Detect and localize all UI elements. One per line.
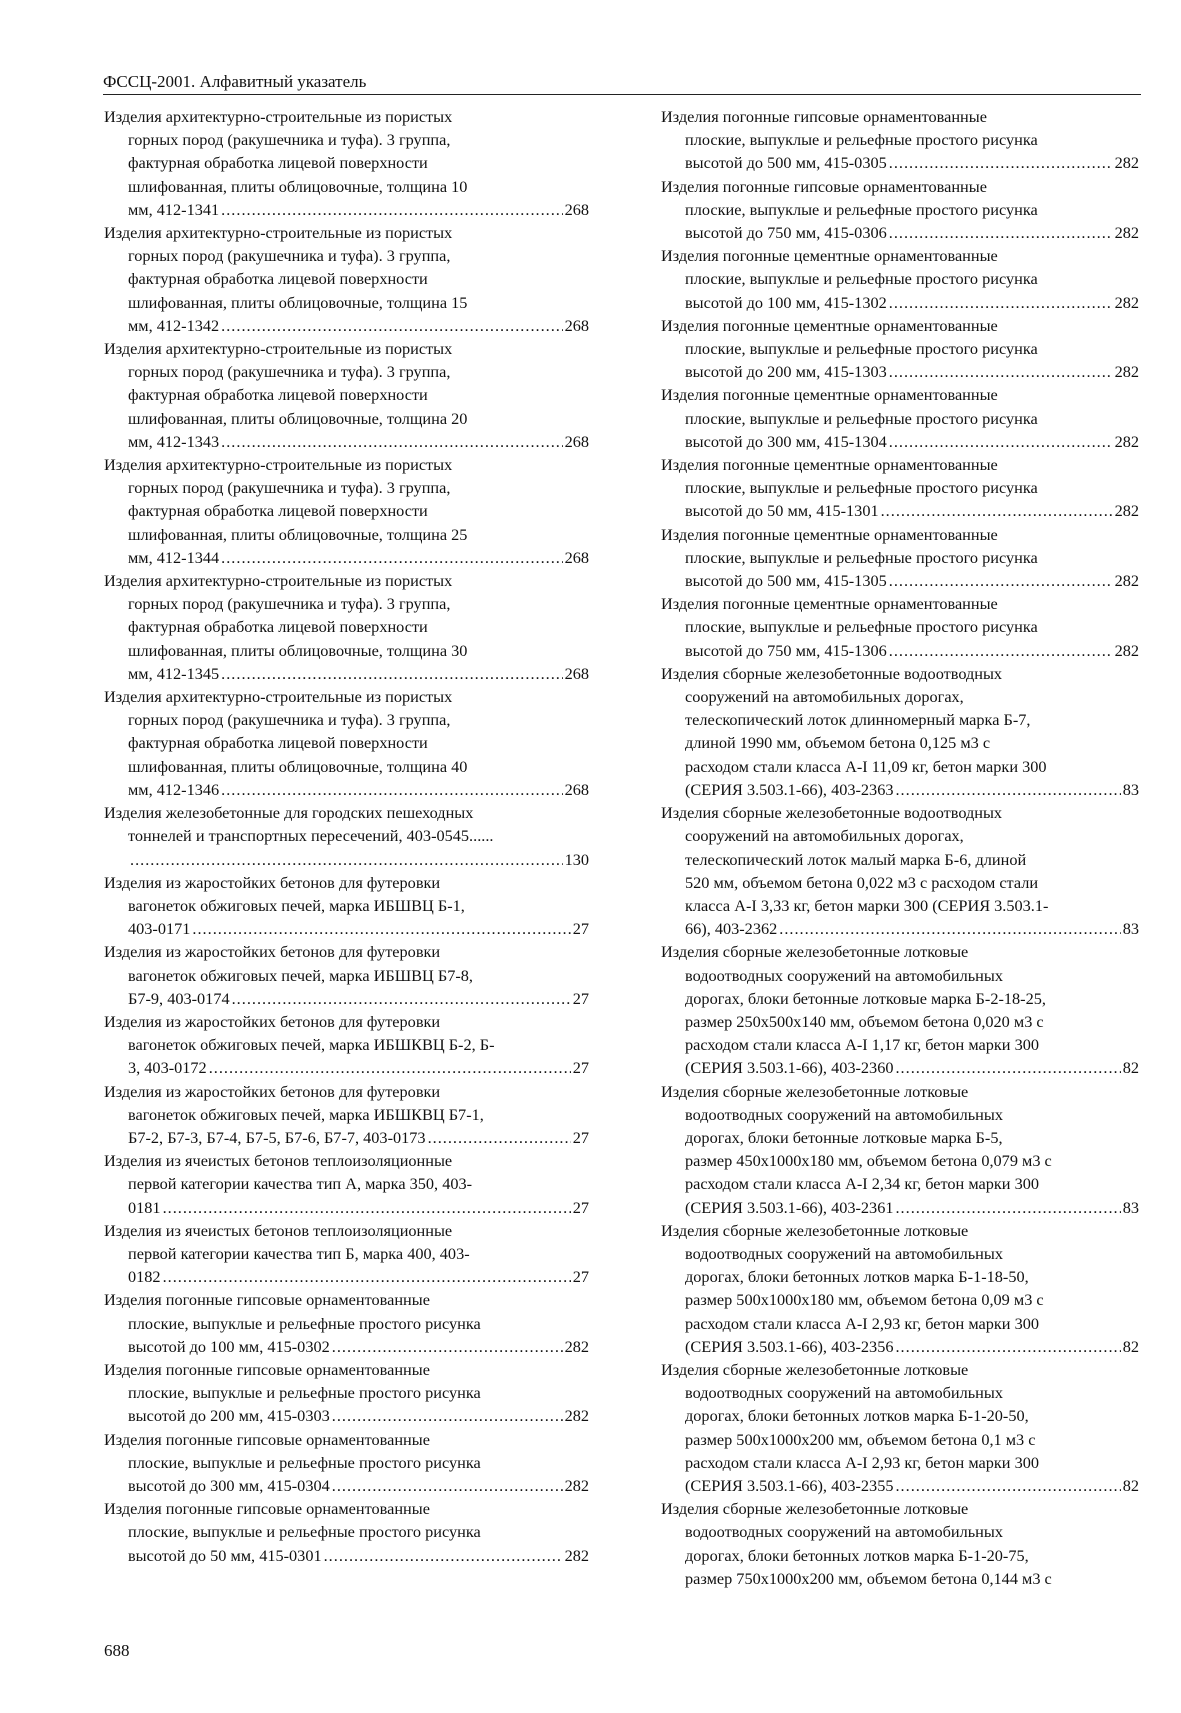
index-entry: [661, 801, 1139, 940]
entry-page-ref: 83: [1122, 919, 1139, 939]
dot-leader: [779, 917, 1120, 940]
entry-line: Изделия погонные цементные орнаментованные: [661, 385, 998, 405]
entry-code: высотой до 750 мм, 415-1306: [685, 640, 887, 660]
entry-page-ref: 282: [1114, 501, 1139, 521]
entry-line: плоские, выпуклые и рельефные простого рисунка: [685, 130, 1038, 150]
entry-line: Изделия архитектурно-строительные из пористых: [104, 223, 453, 243]
index-column-right: [661, 105, 1139, 1590]
index-entry: [661, 1358, 1139, 1497]
dot-leader: [221, 778, 562, 801]
entry-line: шлифованная, плиты облицовочные, толщина 30: [128, 640, 468, 660]
entry-line: размер 500x1000x180 мм, объемом бетона 0,09 м3 с: [685, 1290, 1044, 1310]
entry-line: Изделия погонные гипсовые орнаментованные: [104, 1290, 430, 1310]
entry-line: размер 450x1000x180 мм, объемом бетона 0,079 м3 с: [685, 1151, 1052, 1171]
entry-line: Изделия погонные цементные орнаментованные: [661, 455, 998, 475]
dot-leader: [130, 848, 563, 871]
entry-line: Изделия из ячеистых бетонов теплоизоляционные: [104, 1220, 453, 1240]
dot-leader: [889, 291, 1113, 314]
dot-leader: [163, 1196, 571, 1219]
entry-line: Изделия архитектурно-строительные из пористых: [104, 455, 453, 475]
entry-line: Изделия из жаростойких бетонов для футеровки: [104, 942, 441, 962]
entry-last-line: [661, 360, 1139, 383]
entry-code: высотой до 500 мм, 415-1305: [685, 571, 887, 591]
entry-code: высотой до 200 мм, 415-0303: [128, 1406, 330, 1426]
entry-last-line: [104, 1404, 589, 1427]
entry-line: плоские, выпуклые и рельефные простого рисунка: [685, 339, 1038, 359]
dot-leader: [895, 1335, 1120, 1358]
entry-line: Изделия архитектурно-строительные из пористых: [104, 687, 453, 707]
dot-leader: [221, 314, 562, 337]
index-entry: [661, 523, 1139, 593]
entry-line: Изделия погонные гипсовые орнаментованные: [104, 1429, 430, 1449]
entry-line: шлифованная, плиты облицовочные, толщина 10: [128, 176, 468, 196]
entry-line: сооружений на автомобильных дорогах,: [685, 826, 964, 846]
entry-line: размер 250x500x140 мм, объемом бетона 0,020 м3 с: [685, 1011, 1044, 1031]
index-entry: [661, 244, 1139, 314]
dot-leader: [332, 1404, 563, 1427]
entry-line: Изделия железобетонные для городских пешеходных: [104, 803, 474, 823]
entry-last-line: [104, 917, 589, 940]
entry-line: первой категории качества тип Б, марка 400, 403-: [128, 1243, 470, 1263]
entry-page-ref: 282: [564, 1475, 589, 1495]
entry-code: 403-0171: [128, 919, 191, 939]
entry-last-line: [661, 639, 1139, 662]
dot-leader: [428, 1126, 571, 1149]
entry-code: высотой до 100 мм, 415-0302: [128, 1336, 330, 1356]
entry-line: плоские, выпуклые и рельефные простого рисунка: [685, 617, 1038, 637]
entry-line: Изделия погонные цементные орнаментованные: [661, 315, 998, 335]
entry-last-line: [104, 1474, 589, 1497]
entry-last-line: [661, 430, 1139, 453]
entry-line: Изделия погонные цементные орнаментованные: [661, 246, 998, 266]
entry-last-line: [661, 917, 1139, 940]
dot-leader: [324, 1544, 563, 1567]
entry-last-line: [104, 1056, 589, 1079]
entry-line: фактурная обработка лицевой поверхности: [128, 501, 428, 521]
entry-line: расходом стали класса А-I 1,17 кг, бетон марки 300: [685, 1035, 1040, 1055]
entry-line: фактурная обработка лицевой поверхности: [128, 733, 428, 753]
entry-last-line: [104, 662, 589, 685]
index-entry: [661, 314, 1139, 384]
entry-line: Изделия погонные гипсовые орнаментованные: [661, 176, 987, 196]
entry-line: вагонеток обжиговых печей, марка ИБШВЦ Б-1,: [128, 895, 465, 915]
index-entry: [661, 592, 1139, 662]
index-entry: [104, 685, 589, 801]
entry-line: Изделия архитектурно-строительные из пористых: [104, 107, 453, 126]
entry-line: Изделия погонные гипсовые орнаментованные: [104, 1499, 430, 1519]
entry-code: (СЕРИЯ 3.503.1-66), 403-2363: [685, 779, 894, 799]
dot-leader: [895, 1056, 1120, 1079]
dot-leader: [889, 151, 1113, 174]
index-entry: [104, 1497, 589, 1567]
entry-line: шлифованная, плиты облицовочные, толщина 40: [128, 756, 468, 776]
entry-page-ref: 282: [1114, 362, 1139, 382]
entry-line: вагонеток обжиговых печей, марка ИБШКВЦ Б7-1,: [128, 1104, 484, 1124]
entry-line: плоские, выпуклые и рельефные простого рисунка: [685, 547, 1038, 567]
entry-line: Изделия сборные железобетонные лотковые: [661, 1220, 969, 1240]
index-entry: [661, 1219, 1139, 1358]
dot-leader: [332, 1335, 563, 1358]
entry-line: горных пород (ракушечника и туфа). 3 группа,: [128, 478, 451, 498]
entry-page-ref: 27: [572, 988, 589, 1008]
index-entry: [661, 940, 1139, 1079]
entry-code: высотой до 750 мм, 415-0306: [685, 223, 887, 243]
dot-leader: [221, 430, 562, 453]
entry-line: дорогах, блоки бетонные лотковые марка Б-2-18-25,: [685, 988, 1046, 1008]
entry-line: дорогах, блоки бетонных лотков марка Б-1-20-75,: [685, 1545, 1029, 1565]
entry-last-line: [104, 198, 589, 221]
entry-line: горных пород (ракушечника и туфа). 3 группа,: [128, 130, 451, 150]
entry-line: расходом стали класса А-I 2,93 кг, бетон марки 300: [685, 1452, 1040, 1472]
index-entry: [661, 105, 1139, 175]
entry-code: (СЕРИЯ 3.503.1-66), 403-2361: [685, 1197, 894, 1217]
dot-leader: [221, 546, 562, 569]
entry-code: высотой до 200 мм, 415-1303: [685, 362, 887, 382]
entry-code: высотой до 50 мм, 415-0301: [128, 1545, 322, 1565]
entry-last-line: [661, 778, 1139, 801]
entry-page-ref: 130: [564, 849, 589, 869]
entry-line: расходом стали класса А-I 11,09 кг, бетон марки 300: [685, 756, 1047, 776]
entry-last-line: [104, 314, 589, 337]
entry-last-line: [104, 987, 589, 1010]
entry-line: класса А-I 3,33 кг, бетон марки 300 (СЕРИЯ 3.503.1-: [685, 895, 1049, 915]
dot-leader: [889, 221, 1113, 244]
entry-line: дорогах, блоки бетонные лотковые марка Б-5,: [685, 1127, 1003, 1147]
entry-line: Изделия из ячеистых бетонов теплоизоляционные: [104, 1151, 453, 1171]
entry-line: Изделия погонные гипсовые орнаментованные: [104, 1359, 430, 1379]
entry-line: расходом стали класса А-I 2,34 кг, бетон марки 300: [685, 1174, 1040, 1194]
entry-code: (СЕРИЯ 3.503.1-66), 403-2360: [685, 1058, 894, 1078]
dot-leader: [332, 1474, 563, 1497]
index-entry: [661, 1080, 1139, 1219]
entry-page-ref: 268: [564, 431, 589, 451]
entry-page-ref: 282: [564, 1406, 589, 1426]
index-entry: [104, 1288, 589, 1358]
entry-page-ref: 82: [1122, 1336, 1139, 1356]
entry-page-ref: 282: [564, 1545, 589, 1565]
entry-code: высотой до 50 мм, 415-1301: [685, 501, 879, 521]
entry-last-line: [104, 1265, 589, 1288]
entry-page-ref: 82: [1122, 1058, 1139, 1078]
entry-last-line: [661, 1196, 1139, 1219]
entry-last-line: [104, 1335, 589, 1358]
entry-line: фактурная обработка лицевой поверхности: [128, 153, 428, 173]
entry-code: Б7-2, Б7-3, Б7-4, Б7-5, Б7-6, Б7-7, 403-0173: [128, 1127, 426, 1147]
entry-line: водоотводных сооружений на автомобильных: [685, 1104, 1003, 1124]
entry-page-ref: 27: [572, 1058, 589, 1078]
entry-last-line: [104, 1126, 589, 1149]
dot-leader: [881, 499, 1113, 522]
dot-leader: [889, 639, 1113, 662]
entry-code: (СЕРИЯ 3.503.1-66), 403-2356: [685, 1336, 894, 1356]
entry-line: вагонеток обжиговых печей, марка ИБШВЦ Б7-8,: [128, 965, 473, 985]
entry-last-line: [661, 1474, 1139, 1497]
index-entry: [661, 453, 1139, 523]
entry-page-ref: 282: [564, 1336, 589, 1356]
entry-page-ref: 282: [1114, 223, 1139, 243]
entry-line: шлифованная, плиты облицовочные, толщина 15: [128, 292, 468, 312]
entry-last-line: [661, 499, 1139, 522]
dot-leader: [895, 778, 1120, 801]
entry-page-ref: 268: [564, 663, 589, 683]
entry-code: 3, 403-0172: [128, 1058, 207, 1078]
dot-leader: [889, 569, 1113, 592]
entry-code: высотой до 300 мм, 415-0304: [128, 1475, 330, 1495]
entry-line: фактурная обработка лицевой поверхности: [128, 269, 428, 289]
entry-line: шлифованная, плиты облицовочные, толщина 25: [128, 524, 468, 544]
entry-code: мм, 412-1341: [128, 199, 220, 219]
entry-line: Изделия погонные гипсовые орнаментованные: [661, 107, 987, 126]
entry-code: мм, 412-1344: [128, 547, 220, 567]
page-header: ФССЦ-2001. Алфавитный указатель: [103, 71, 1141, 95]
entry-line: Изделия погонные цементные орнаментованные: [661, 594, 998, 614]
dot-leader: [895, 1474, 1120, 1497]
entry-line: плоские, выпуклые и рельефные простого рисунка: [685, 478, 1038, 498]
entry-line: Изделия из жаростойких бетонов для футеровки: [104, 1081, 441, 1101]
dot-leader: [192, 917, 570, 940]
entry-page-ref: 268: [564, 547, 589, 567]
entry-line: первой категории качества тип А, марка 350, 403-: [128, 1174, 473, 1194]
dot-leader: [895, 1196, 1120, 1219]
entry-last-line: [104, 546, 589, 569]
entry-line: Изделия сборные железобетонные лотковые: [661, 1081, 969, 1101]
entry-code: 0182: [128, 1267, 161, 1287]
dot-leader: [221, 198, 562, 221]
page-number: 688: [104, 1641, 130, 1660]
entry-line: Изделия погонные цементные орнаментованные: [661, 524, 998, 544]
entry-line: размер 750x1000x200 мм, объемом бетона 0,144 м3 с: [685, 1568, 1052, 1588]
entry-line: плоские, выпуклые и рельефные простого рисунка: [128, 1313, 481, 1333]
index-entry: [104, 1358, 589, 1428]
index-entry: [104, 105, 589, 221]
entry-line: горных пород (ракушечника и туфа). 3 группа,: [128, 594, 451, 614]
index-entry: [661, 383, 1139, 453]
entry-line: Изделия сборные железобетонные водоотводных: [661, 803, 1003, 823]
entry-line: длиной 1990 мм, объемом бетона 0,125 м3 с: [685, 733, 991, 753]
entry-code: высотой до 500 мм, 415-0305: [685, 153, 887, 173]
dot-leader: [163, 1265, 571, 1288]
entry-code: 0181: [128, 1197, 161, 1217]
index-entry: [104, 1080, 589, 1150]
entry-page-ref: 268: [564, 779, 589, 799]
entry-page-ref: 282: [1114, 153, 1139, 173]
entry-line: дорогах, блоки бетонных лотков марка Б-1-18-50,: [685, 1267, 1029, 1287]
entry-line: Изделия из жаростойких бетонов для футеровки: [104, 872, 441, 892]
entry-page-ref: 83: [1122, 779, 1139, 799]
entry-code: высотой до 300 мм, 415-1304: [685, 431, 887, 451]
entry-line: Изделия сборные железобетонные лотковые: [661, 942, 969, 962]
entry-line: Изделия архитектурно-строительные из пористых: [104, 339, 453, 359]
entry-code: мм, 412-1342: [128, 315, 220, 335]
dot-leader: [889, 360, 1113, 383]
entry-line: Изделия сборные железобетонные водоотводных: [661, 663, 1003, 683]
dot-leader: [889, 430, 1113, 453]
index-entry: [661, 1497, 1139, 1590]
entry-page-ref: 282: [1114, 292, 1139, 312]
entry-last-line: [661, 1335, 1139, 1358]
index-entry: [104, 871, 589, 941]
index-entry: [104, 337, 589, 453]
entry-line: сооружений на автомобильных дорогах,: [685, 687, 964, 707]
dot-leader: [232, 987, 571, 1010]
entry-line: Изделия сборные железобетонные лотковые: [661, 1359, 969, 1379]
entry-line: шлифованная, плиты облицовочные, толщина 20: [128, 408, 468, 428]
entry-last-line: [661, 291, 1139, 314]
index-entry: [104, 221, 589, 337]
entry-page-ref: 282: [1114, 431, 1139, 451]
entry-page-ref: 268: [564, 315, 589, 335]
entry-page-ref: 27: [572, 919, 589, 939]
entry-page-ref: 83: [1122, 1197, 1139, 1217]
index-entry: [104, 1149, 589, 1219]
entry-code: мм, 412-1346: [128, 779, 220, 799]
entry-last-line: [661, 569, 1139, 592]
entry-line: плоские, выпуклые и рельефные простого рисунка: [128, 1522, 481, 1542]
entry-code: мм, 412-1345: [128, 663, 220, 683]
entry-line: фактурная обработка лицевой поверхности: [128, 385, 428, 405]
entry-code: высотой до 100 мм, 415-1302: [685, 292, 887, 312]
entry-last-line: [661, 221, 1139, 244]
entry-line: дорогах, блоки бетонных лотков марка Б-1-20-50,: [685, 1406, 1029, 1426]
index-entry: [104, 1219, 589, 1289]
entry-last-line: [661, 1056, 1139, 1079]
entry-line: Изделия из жаростойких бетонов для футеровки: [104, 1011, 441, 1031]
entry-line: Изделия архитектурно-строительные из пористых: [104, 571, 453, 591]
entry-line: водоотводных сооружений на автомобильных: [685, 965, 1003, 985]
index-entry: [661, 175, 1139, 245]
entry-last-line: [104, 430, 589, 453]
entry-line: горных пород (ракушечника и туфа). 3 группа,: [128, 362, 451, 382]
entry-line: водоотводных сооружений на автомобильных: [685, 1243, 1003, 1263]
dot-leader: [209, 1056, 571, 1079]
index-entry: [104, 453, 589, 569]
entry-line: горных пород (ракушечника и туфа). 3 группа,: [128, 710, 451, 730]
entry-line: вагонеток обжиговых печей, марка ИБШКВЦ Б-2, Б-: [128, 1035, 495, 1055]
index-column-left: [104, 105, 589, 1567]
entry-page-ref: 27: [572, 1197, 589, 1217]
entry-line: тоннелей и транспортных пересечений, 403-0545......: [128, 826, 494, 846]
entry-line: плоские, выпуклые и рельефные простого рисунка: [685, 408, 1038, 428]
index-entry: [104, 801, 589, 871]
entry-code: Б7-9, 403-0174: [128, 988, 230, 1008]
entry-page-ref: 27: [572, 1267, 589, 1287]
entry-line: телескопический лоток длинномерный марка Б-7,: [685, 710, 1031, 730]
entry-last-line: [104, 1544, 589, 1567]
entry-code: (СЕРИЯ 3.503.1-66), 403-2355: [685, 1475, 894, 1495]
index-entry: [104, 940, 589, 1010]
entry-code: 66), 403-2362: [685, 919, 778, 939]
entry-page-ref: 27: [572, 1127, 589, 1147]
entry-page-ref: 268: [564, 199, 589, 219]
entry-line: плоские, выпуклые и рельефные простого рисунка: [685, 269, 1038, 289]
entry-line: плоские, выпуклые и рельефные простого рисунка: [128, 1452, 481, 1472]
entry-line: 520 мм, объемом бетона 0,022 м3 с расходом стали: [685, 872, 1039, 892]
entry-page-ref: 282: [1114, 571, 1139, 591]
index-entry: [104, 569, 589, 685]
index-entry: [104, 1010, 589, 1080]
entry-last-line: [661, 151, 1139, 174]
index-entry: [661, 662, 1139, 801]
entry-line: телескопический лоток малый марка Б-6, длиной: [685, 849, 1027, 869]
entry-line: расходом стали класса А-I 2,93 кг, бетон марки 300: [685, 1313, 1040, 1333]
entry-page-ref: 82: [1122, 1475, 1139, 1495]
index-entry: [104, 1428, 589, 1498]
entry-line: водоотводных сооружений на автомобильных: [685, 1522, 1003, 1542]
entry-line: Изделия сборные железобетонные лотковые: [661, 1499, 969, 1519]
entry-code: мм, 412-1343: [128, 431, 220, 451]
entry-page-ref: 282: [1114, 640, 1139, 660]
entry-line: горных пород (ракушечника и туфа). 3 группа,: [128, 246, 451, 266]
dot-leader: [221, 662, 562, 685]
entry-line: плоские, выпуклые и рельефные простого рисунка: [685, 199, 1038, 219]
entry-last-line: [104, 778, 589, 801]
entry-last-line: [104, 848, 589, 871]
entry-line: плоские, выпуклые и рельефные простого рисунка: [128, 1383, 481, 1403]
entry-line: водоотводных сооружений на автомобильных: [685, 1383, 1003, 1403]
entry-line: размер 500x1000x200 мм, объемом бетона 0,1 м3 с: [685, 1429, 1036, 1449]
entry-last-line: [104, 1196, 589, 1219]
entry-line: фактурная обработка лицевой поверхности: [128, 617, 428, 637]
